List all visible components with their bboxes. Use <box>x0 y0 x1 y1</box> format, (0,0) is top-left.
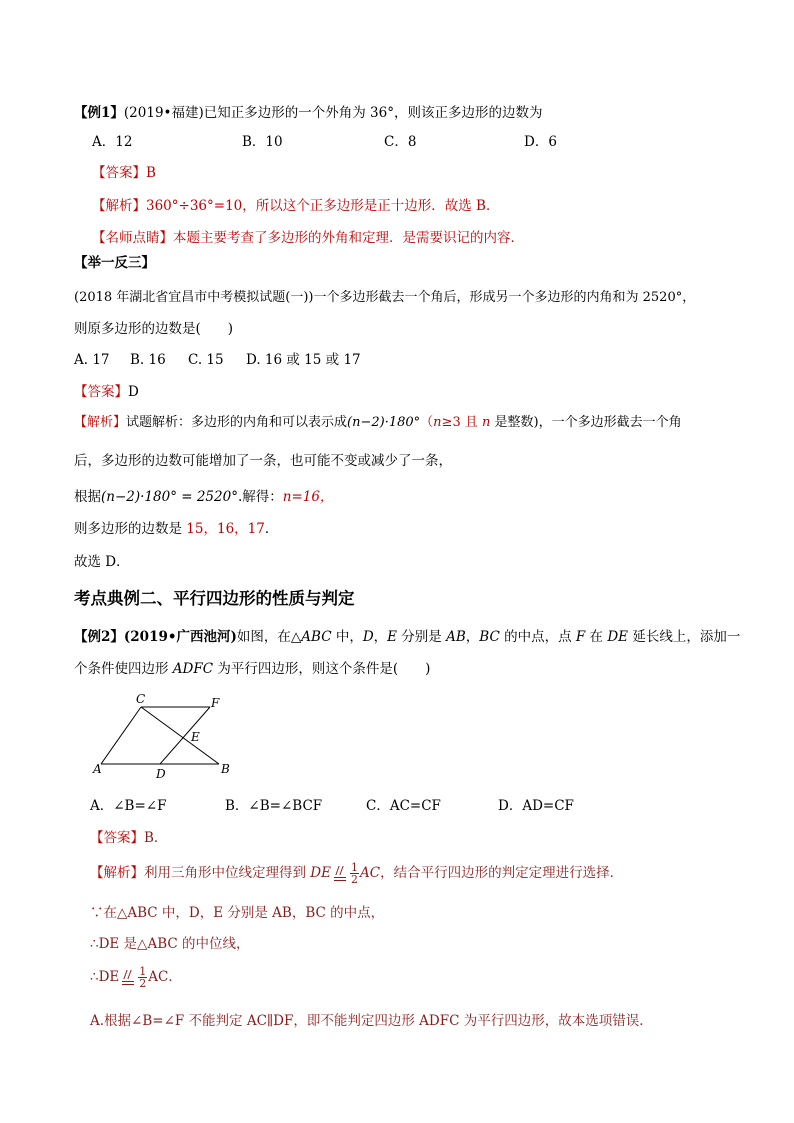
segment-ac <box>101 707 141 764</box>
ex2-analysis-de: DE <box>310 865 331 881</box>
ex2-stem-b: 中， <box>331 629 363 645</box>
ex2-stem-line1 <box>74 628 740 646</box>
ex2-e: E <box>387 629 398 645</box>
ex2-adfc: ADFC <box>172 661 214 677</box>
one-half-fraction-2 <box>138 966 147 989</box>
ex1-comment-text: 本题主要考查了多边形的外角和定理．是需要识记的内容． <box>173 230 524 246</box>
practice-analysis-text: 试题解析：多边形的内角和可以表示成 <box>126 415 348 430</box>
ex1-stem <box>74 104 542 122</box>
practice-option-c: C. 15 <box>188 352 224 368</box>
ex2-step1: ∵在△ABC 中，D，E 分别是 AB，BC 的中点， <box>90 905 385 921</box>
label-d: D <box>156 767 166 781</box>
ex2-step3 <box>90 966 182 989</box>
practice-analysis-line5: 故选 D． <box>74 554 130 570</box>
ex2-line2-b: 为平行四边形，则这个条件是( ) <box>213 661 431 677</box>
ex2-stem-e: 的中点，点 <box>499 629 576 645</box>
practice-formula-2: (n−2)·180° = 2520° <box>101 489 238 505</box>
ex2-tag: 【例2】 <box>74 629 124 645</box>
practice-cond-mid: ≥3 且 <box>441 415 482 430</box>
practice-cond-open: （ <box>420 415 434 430</box>
practice-analysis-line1 <box>74 414 682 432</box>
label-f: F <box>211 696 220 710</box>
practice-option-a: A. 17 <box>74 352 110 368</box>
ex1-answer-value: B <box>146 165 156 181</box>
ex1-analysis <box>92 197 499 215</box>
ex2-comma: ， <box>373 629 388 645</box>
ex1-answer-tag: 【答案】 <box>92 165 146 181</box>
ex1-option-a: A．12 <box>92 134 133 150</box>
practice-option-b: B. 16 <box>130 352 166 368</box>
ex2-stem-a: 如图，在△ <box>236 629 302 645</box>
label-a: A <box>93 762 102 776</box>
ex2-de: DE <box>607 629 629 645</box>
ex2-source: (2019•广西池河) <box>123 629 237 645</box>
ex1-option-d: D．6 <box>524 134 557 150</box>
ex2-stem-g: 延长线上，添加一 <box>628 629 741 645</box>
ex2-option-c: C．AC=CF <box>366 798 441 814</box>
ex1-analysis-tag: 【解析】 <box>92 198 146 214</box>
practice-option-d: D. 16 或 15 或 17 <box>246 352 361 368</box>
ex2-option-b: B．∠B=∠BCF <box>225 798 323 814</box>
ex1-option-c: C．8 <box>384 134 417 150</box>
one-half-fraction <box>350 862 359 885</box>
ex2-stem-d: ， <box>465 629 480 645</box>
practice-line4-values: 15，16，17 <box>186 521 265 537</box>
practice-stem-line2: 则原多边形的边数是( ) <box>74 321 234 337</box>
ex2-abc: ABC <box>301 629 332 645</box>
practice-heading: 【举一反三】 <box>74 255 155 271</box>
practice-line3-result: n=16， <box>282 489 334 505</box>
practice-analysis-tag: 【解析】 <box>74 415 127 430</box>
practice-stem-line1: (2018 年湖北省宜昌市中考模拟试题(一))一个多边形截去一个角后，形成另一个多边形的内角和为 2520°， <box>74 290 696 305</box>
ex1-comment-tag: 【名师点睛】 <box>92 230 173 246</box>
practice-answer-tag: 【答案】 <box>74 384 128 400</box>
ex2-analysis-text: 利用三角形中位线定理得到 <box>144 865 311 881</box>
practice-answer <box>74 383 139 401</box>
ex2-option-a: A．∠B=∠F <box>90 798 167 814</box>
fraction-numerator: 1 <box>350 861 358 874</box>
section2-heading: 考点典例二、平行四边形的性质与判定 <box>74 589 355 608</box>
ex2-d: D <box>362 629 374 645</box>
practice-answer-value: D <box>128 384 139 400</box>
segment-df <box>160 707 210 764</box>
label-e: E <box>191 730 200 744</box>
geometry-figure <box>90 690 250 785</box>
parallel-equal-icon <box>331 865 349 883</box>
ex1-tag: 【例1】 <box>74 105 124 121</box>
ex2-analysis <box>90 862 623 885</box>
fraction-numerator-2: 1 <box>139 965 147 978</box>
practice-cond-close: 是整数)，一个多边形截去一个角 <box>490 415 682 430</box>
ex1-option-b: B．10 <box>242 134 283 150</box>
practice-analysis-line3 <box>74 488 333 506</box>
fraction-denominator: 2 <box>350 873 358 886</box>
practice-line4-end: ． <box>264 521 279 537</box>
practice-analysis-line2: 后，多边形的边数可能增加了一条，也可能不变或减少了一条， <box>74 453 452 469</box>
practice-line3-mid: .解得： <box>237 489 283 505</box>
parallel-equal-icon-2 <box>119 969 137 987</box>
ex2-step4: A.根据∠B=∠F 不能判定 AC∥DF，即不能判定四边形 ADFC 为平行四边形，故本选项错误． <box>90 1013 653 1029</box>
ex2-bc: BC <box>479 629 500 645</box>
segment-cb <box>141 707 219 764</box>
ex2-ab: AB <box>446 629 466 645</box>
practice-line3-prefix: 根据 <box>74 489 101 505</box>
practice-line4-prefix: 则多边形的边数是 <box>74 521 187 537</box>
label-c: C <box>136 692 146 706</box>
fraction-denominator-2: 2 <box>139 977 147 990</box>
ex2-line2-a: 个条件使四边形 <box>74 661 173 677</box>
practice-formula-1: (n−2)·180° <box>347 415 421 430</box>
ex2-stem-f: 在 <box>585 629 608 645</box>
label-b: B <box>221 762 230 776</box>
ex1-comment <box>92 229 524 247</box>
ex2-stem-c: 分别是 <box>397 629 447 645</box>
ex2-f: F <box>575 629 586 645</box>
practice-cond-n: n <box>433 415 442 430</box>
ex2-step3-a: ∴DE <box>90 969 120 985</box>
ex2-answer <box>90 829 167 847</box>
ex2-stem-line2 <box>74 660 430 678</box>
ex2-analysis-ac: AC <box>359 865 381 881</box>
ex2-option-d: D．AD=CF <box>498 798 574 814</box>
practice-cond-n2: n <box>481 415 491 430</box>
ex2-analysis-tag: 【解析】 <box>90 865 144 881</box>
ex2-answer-value: B． <box>144 830 168 846</box>
ex2-analysis-text-b: ，结合平行四边形的判定定理进行选择． <box>380 865 624 881</box>
ex1-answer <box>92 164 156 182</box>
ex2-answer-tag: 【答案】 <box>90 830 144 846</box>
ex1-analysis-text: 360°÷36°=10，所以这个正多边形是正十边形．故选 B． <box>146 198 500 214</box>
ex2-step3-b: AC． <box>148 969 182 985</box>
ex2-step2: ∴DE 是△ABC 的中位线， <box>90 936 250 952</box>
ex1-stem-text: (2019•福建)已知正多边形的一个外角为 36°，则该正多边形的边数为 <box>123 105 543 121</box>
practice-analysis-line4 <box>74 520 278 538</box>
